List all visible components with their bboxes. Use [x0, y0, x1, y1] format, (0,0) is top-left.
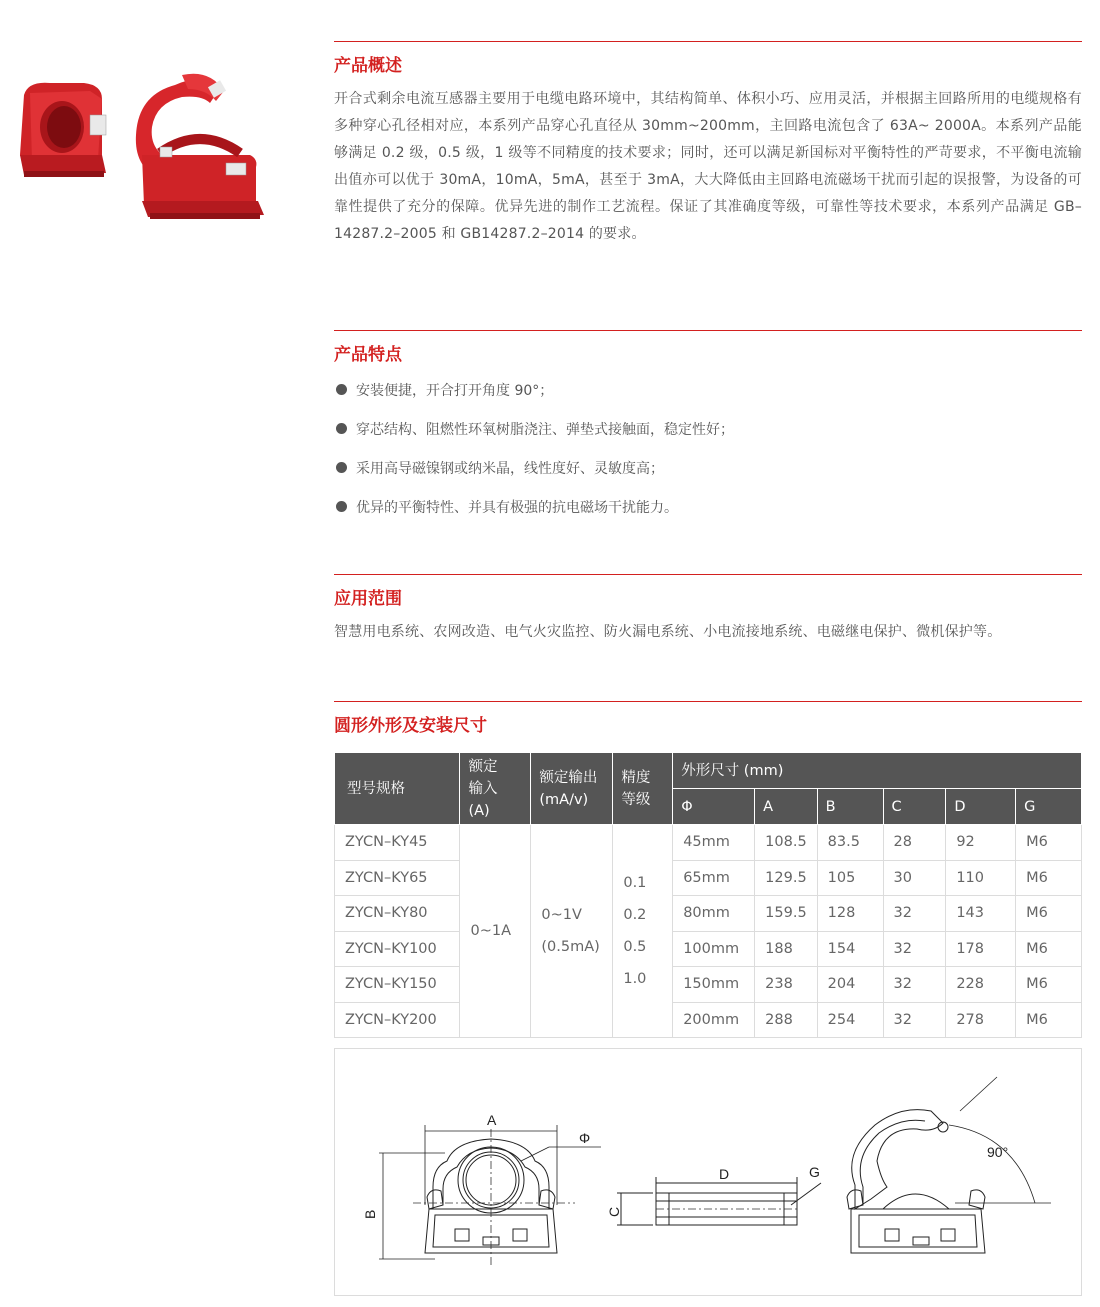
b-cell: 204 — [817, 967, 883, 1003]
model-cell: ZYCN–KY200 — [335, 1002, 460, 1038]
accuracy-header: 精度 等级 — [613, 753, 673, 825]
feature-item — [334, 409, 1082, 448]
phi-cell: 80mm — [673, 896, 755, 932]
features-section — [334, 330, 1082, 526]
d-cell: 178 — [946, 931, 1016, 967]
model-cell: ZYCN–KY150 — [335, 967, 460, 1003]
a-cell: 108.5 — [755, 825, 818, 861]
feature-item — [334, 487, 1082, 526]
g-cell: M6 — [1016, 931, 1082, 967]
b-cell: 83.5 — [817, 825, 883, 861]
closed-transformer-image — [20, 83, 106, 177]
a-cell: 288 — [755, 1002, 818, 1038]
overview-section — [334, 41, 1082, 248]
a-header: A — [755, 789, 818, 825]
b-header: B — [817, 789, 883, 825]
g-cell: M6 — [1016, 825, 1082, 861]
application-text: 智慧用电系统、农网改造、电气火灾监控、防火漏电系统、小电流接地系统、电磁继电保护、微机保护等。 — [334, 624, 1002, 640]
table-row — [335, 931, 1082, 967]
feature-text: 安装便捷，开合打开角度 90°； — [356, 382, 554, 399]
feature-item — [334, 370, 1082, 409]
b-cell: 128 — [817, 896, 883, 932]
a-cell: 159.5 — [755, 896, 818, 932]
table-row — [335, 967, 1082, 1003]
bullet-icon — [336, 501, 347, 512]
c-cell: 32 — [883, 896, 946, 932]
outline-header: 外形尺寸 (mm) — [673, 753, 1082, 789]
dimension-drawing — [334, 1048, 1082, 1296]
c-cell: 32 — [883, 967, 946, 1003]
section-divider — [334, 330, 1082, 331]
c-cell: 28 — [883, 825, 946, 861]
b-cell: 105 — [817, 860, 883, 896]
features-title: 产品特点 — [334, 345, 402, 365]
d-cell: 92 — [946, 825, 1016, 861]
dimensions-title: 圆形外形及安装尺寸 — [334, 716, 487, 736]
section-divider — [334, 701, 1082, 702]
d-header: D — [946, 789, 1016, 825]
a-cell: 238 — [755, 967, 818, 1003]
application-title: 应用范围 — [334, 589, 402, 609]
dimensions-section — [334, 701, 1082, 1038]
table-row — [335, 825, 1082, 861]
rated-output-cell: 0~1V (0.5mA) — [531, 825, 613, 1038]
model-cell: ZYCN–KY65 — [335, 860, 460, 896]
bullet-icon — [336, 423, 347, 434]
a-cell: 188 — [755, 931, 818, 967]
open-view-drawing — [847, 1110, 1051, 1253]
accuracy-cell: 0.1 0.2 0.5 1.0 — [613, 825, 673, 1038]
open-transformer-image — [136, 74, 264, 219]
table-row — [335, 1002, 1082, 1038]
drawing-label-b: B — [362, 1209, 378, 1219]
c-header: C — [883, 789, 946, 825]
phi-cell: 150mm — [673, 967, 755, 1003]
product-photo — [10, 55, 270, 225]
model-cell: ZYCN–KY45 — [335, 825, 460, 861]
table-row — [335, 896, 1082, 932]
feature-item — [334, 448, 1082, 487]
dimension-drawing-svg — [335, 1049, 1081, 1295]
table-row — [335, 860, 1082, 896]
model-cell: ZYCN–KY100 — [335, 931, 460, 967]
model-cell: ZYCN–KY80 — [335, 896, 460, 932]
d-cell: 110 — [946, 860, 1016, 896]
a-cell: 129.5 — [755, 860, 818, 896]
feature-text: 采用高导磁镍钢或纳米晶，线性度好、灵敏度高； — [356, 460, 664, 477]
phi-cell: 100mm — [673, 931, 755, 967]
bullet-icon — [336, 462, 347, 473]
drawing-label-angle: 90° — [987, 1144, 1009, 1160]
side-view-drawing — [617, 1177, 821, 1225]
c-cell: 30 — [883, 860, 946, 896]
drawing-label-a: A — [487, 1112, 497, 1128]
section-divider — [334, 41, 1082, 42]
drawing-label-c: C — [606, 1206, 622, 1217]
b-cell: 254 — [817, 1002, 883, 1038]
model-header: 型号规格 — [335, 753, 460, 825]
overview-title: 产品概述 — [334, 56, 402, 76]
phi-cell: 45mm — [673, 825, 755, 861]
drawing-label-g: G — [809, 1164, 820, 1180]
dimensions-table — [334, 752, 1082, 1038]
g-cell: M6 — [1016, 967, 1082, 1003]
rated-input-cell: 0~1A — [460, 825, 531, 1038]
c-cell: 32 — [883, 1002, 946, 1038]
feature-text: 优异的平衡特性、并具有极强的抗电磁场干扰能力。 — [356, 499, 678, 516]
d-cell: 143 — [946, 896, 1016, 932]
c-cell: 32 — [883, 931, 946, 967]
feature-list — [334, 370, 1082, 526]
overview-text: 开合式剩余电流互感器主要用于电缆电路环境中，其结构简单、体积小巧、应用灵活，并根据主回路所用的电缆规格有多种穿心孔径相对应，本系列产品穿心孔直径从 30mm~200mm，主回路电流包含了 63A~ 2000A。本系列产品能够满足 0.2 级，0.5 级，1 级等不同精度的技术要求；同时，还可以满足新国标对平衡特性的严苛要求，不平衡电流输出值亦可以优于 30mA，10mA，5mA，甚至于 3mA，大大降低由主回路电流磁场干扰而引起的误报警，为设备的可靠性提供了充分的保障。优异先进的制作工艺流程。保证了其准确度等级，可靠性等技术要求，本系列产品满足 GB–14287.2–2005 和 GB14287.2–2014 的要求。 — [334, 91, 1082, 242]
g-header: G — [1016, 789, 1082, 825]
phi-header: Φ — [673, 789, 755, 825]
g-cell: M6 — [1016, 1002, 1082, 1038]
section-divider — [334, 574, 1082, 575]
drawing-label-d: D — [719, 1166, 730, 1182]
feature-text: 穿芯结构、阻燃性环氧树脂浇注、弹垫式接触面，稳定性好； — [356, 421, 734, 438]
b-cell: 154 — [817, 931, 883, 967]
phi-cell: 200mm — [673, 1002, 755, 1038]
d-cell: 228 — [946, 967, 1016, 1003]
d-cell: 278 — [946, 1002, 1016, 1038]
rated-output-header: 额定输出 (mA/v) — [531, 753, 613, 825]
application-section — [334, 574, 1082, 646]
bullet-icon — [336, 384, 347, 395]
g-cell: M6 — [1016, 896, 1082, 932]
drawing-label-phi: Φ — [579, 1130, 591, 1146]
rated-input-header: 额定 输入 (A) — [460, 753, 531, 825]
phi-cell: 65mm — [673, 860, 755, 896]
g-cell: M6 — [1016, 860, 1082, 896]
